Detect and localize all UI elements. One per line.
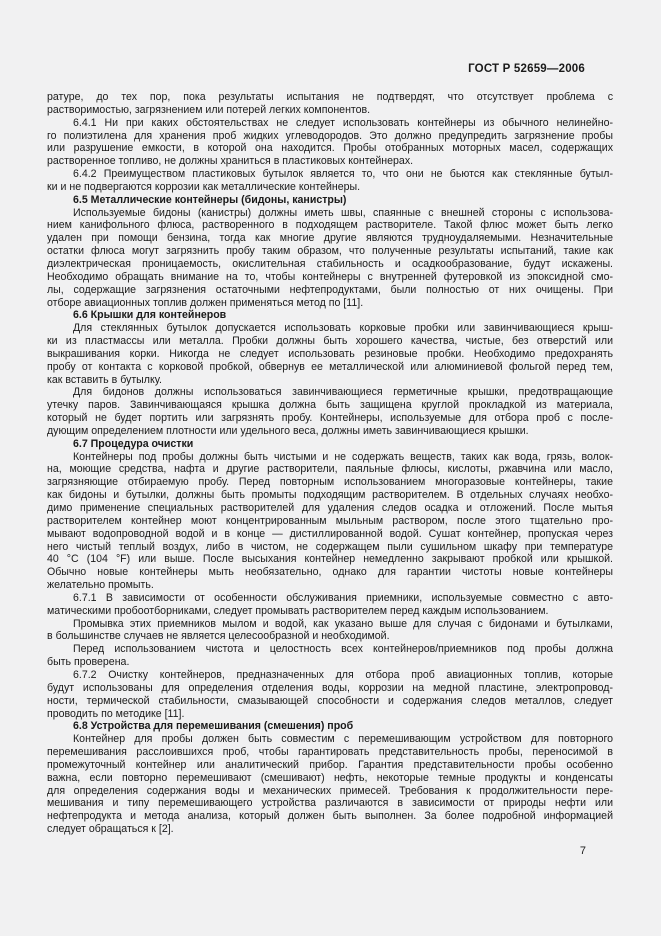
text-line: него чистый теплый воздух, либо в чистом, не содержащем пыли сушильном шкафу при температуре: [47, 540, 613, 553]
text-line: отборе авиационных топлив должен применяться метод по [11].: [47, 296, 364, 309]
text-line: диэлектрическая проницаемость, окислительная стабильность и осадкообразование, будут искажены.: [47, 257, 613, 270]
text-line: 6.7.2 Очистку контейнеров, предназначенных для отбора проб авиационных топлив, которые: [73, 668, 613, 681]
text-line: перемешивания расслоившихся проб, чтобы гарантировать представительность пробы, переносимой в: [47, 746, 613, 759]
text-line: остатки флюса могут загрязнить пробу таким образом, что полученные результаты испытаний, такие как: [47, 245, 613, 258]
text-line: Промывка этих приемников мылом и водой, как указано выше для случая с бидонами и бутылками,: [73, 617, 613, 630]
text-line: нием канифольного флюса, растворенного в подходящем растворителе. Такой флюс может быть легко: [47, 219, 613, 232]
text-line: дующим определением плотности или удельного веса, должны иметь завинчивающиеся крышки.: [47, 424, 529, 437]
text-line: пробу от контакта с корковой пробкой, обвернув ее металлической или алюминиевой фольгой перед тем,: [47, 360, 613, 373]
text-line: Контейнер для пробы должен быть совместим с перемешивающим устройством для повторного: [73, 733, 613, 746]
text-line: для определения содержания воды и механических примесей. Требования к продолжительности пере-: [47, 784, 613, 797]
text-line: который не будет портить или загрязнять пробу. Контейнеры, используемые для отбора проб с после-: [47, 412, 613, 425]
text-line: следует обращаться к [2].: [47, 823, 174, 836]
section-heading-line: 6.8 Устройства для перемешивания (смешения) проб: [73, 720, 354, 733]
page-number: 7: [579, 845, 586, 857]
text-line: Контейнеры под пробы должны быть чистыми и не содержать веществ, таких как вода, грязь, волок-: [73, 450, 613, 463]
text-line: утечку паров. Завинчивающаяся крышка должна быть защищена круглой прокладкой из материала,: [47, 399, 613, 412]
text-line: 6.4.2 Преимуществом пластиковых бутылок является то, что они не бьются как стеклянные бутыл-: [73, 168, 613, 181]
text-line: будут использованы для определения отделения воды, коррозии на медной пластине, электропровод-: [47, 681, 613, 694]
text-line: Для стеклянных бутылок допускается использовать корковые пробки или завинчивающиеся крыш-: [73, 322, 613, 335]
text-line: Используемые бидоны (канистры) должны иметь швы, спаянные с внешней стороны с использова-: [73, 206, 613, 219]
text-line: или разрушение емкости, в которой она находится. Пробы отобранных моторных масел, содержащих: [47, 142, 613, 155]
section-heading-line: 6.5 Металлические контейнеры (бидоны, канистры): [73, 193, 347, 206]
text-line: Для бидонов должны использоваться завинчивающиеся герметичные крышки, предотвращающие: [73, 386, 613, 399]
text-line: 6.7.1 В зависимости от особенности обслуживания приемники, используемые совместно с авто-: [73, 591, 613, 604]
text-line: мешивания и типу перемешивающего устройства различаются в зависимости от природы нефти или: [47, 797, 613, 810]
text-line: удален при помощи бензина, тогда как многие другие являются трудноудаляемыми. Незначительные: [47, 232, 613, 245]
text-line: как бидоны и бутылки, должны быть промыты подходящим растворителем. В отдельных случаях необхо-: [47, 489, 613, 502]
text-line: нефтепродукта и метода анализа, который должен быть выполнен. За более подробной информацией: [47, 810, 613, 823]
text-line: желательно промыть.: [47, 579, 154, 592]
section-heading-line: 6.6 Крышки для контейнеров: [73, 309, 227, 322]
text-line: мывают водопроводной водой и в конце — дистиллированной водой. Сушат контейнер, пропуская через: [47, 527, 613, 540]
text-line: в большинстве случаев не является целесообразной и необходимой.: [47, 630, 390, 643]
text-line: быть проверена.: [47, 656, 130, 669]
text-line: как вставить в бутылку.: [47, 373, 162, 386]
body-text: [47, 91, 613, 836]
text-line: ки и не подвергаются коррозии как металлические контейнеры.: [47, 180, 361, 193]
text-line: ратуре, до тех пор, пока результаты испытания не подтвердят, что отсутствует проблема с: [47, 91, 613, 103]
text-line: ки из пластмассы или металла. Пробки должны быть хорошего качества, чистые, без отверстий или: [47, 335, 613, 348]
text-line: матическими пробоотборниками, следует промывать растворителем перед каждым использованием.: [47, 604, 549, 617]
text-line: промежуточный контейнер или аналитический прибор. Гарантия представительности пробы особенно: [47, 758, 613, 771]
text-line: 6.4.1 Ни при каких обстоятельствах не следует использовать контейнеры из обычного нелинейно-: [73, 116, 613, 129]
text-line: ности, термической стабильности, смазывающей способности и содержания следов металлов, следует: [47, 694, 613, 707]
text-line: Перед использованием чистота и целостность всех контейнеров/приемников под пробы должна: [73, 643, 613, 656]
text-line: растворимостью, загрязнением или потерей легких компонентов.: [47, 103, 371, 116]
text-line: 40 °C (104 °F) или выше. После высыхания контейнер немедленно закрывают пробкой или крышкой.: [47, 553, 613, 566]
text-line: Необходимо обращать внимание на то, чтобы контейнеры с внутренней футеровкой из эпоксидной смо-: [47, 270, 613, 283]
text-line: Обычно новые контейнеры мыть необязательно, однако для гарантии чистоты новые контейнеры: [47, 566, 613, 579]
text-line: выкрашивания корки. Никогда не следует использовать резиновые пробки. Необходимо предохранять: [47, 347, 613, 360]
text-line: димо применение специальных растворителей для удаления следов осадка и отложений. После мытья: [47, 502, 613, 514]
text-line: важна, если повторно перемешивают (смешивают) нефть, некоторые темные продукты и конденсаты: [47, 771, 613, 784]
text-line: проводить по методике [11].: [47, 707, 185, 720]
text-line: лы, содержащие загрязнения остаточными нефтепродуктами, были полностью от них очищены. При: [47, 283, 613, 296]
text-line: на, моющие средства, нафта и другие растворители, паяльные флюсы, кислоты, ржавчина или масло,: [47, 463, 613, 476]
text-line: го полиэтилена для хранения проб жидких углеводородов. Это должно предупредить загрязнение пробы: [47, 129, 613, 142]
section-heading-line: 6.7 Процедура очистки: [73, 437, 194, 450]
text-line: растворителем контейнер моют концентрированным мыльным раствором, после этого тщательно про-: [47, 514, 613, 527]
text-line: загрязняющие отбираемую пробу. Перед повторным использованием многоразовые контейнеры, такие: [47, 476, 613, 489]
running-header: ГОСТ Р 52659—2006: [468, 63, 585, 75]
text-line: растворенное топливо, не должны храниться в пластиковых контейнерах.: [47, 155, 414, 168]
